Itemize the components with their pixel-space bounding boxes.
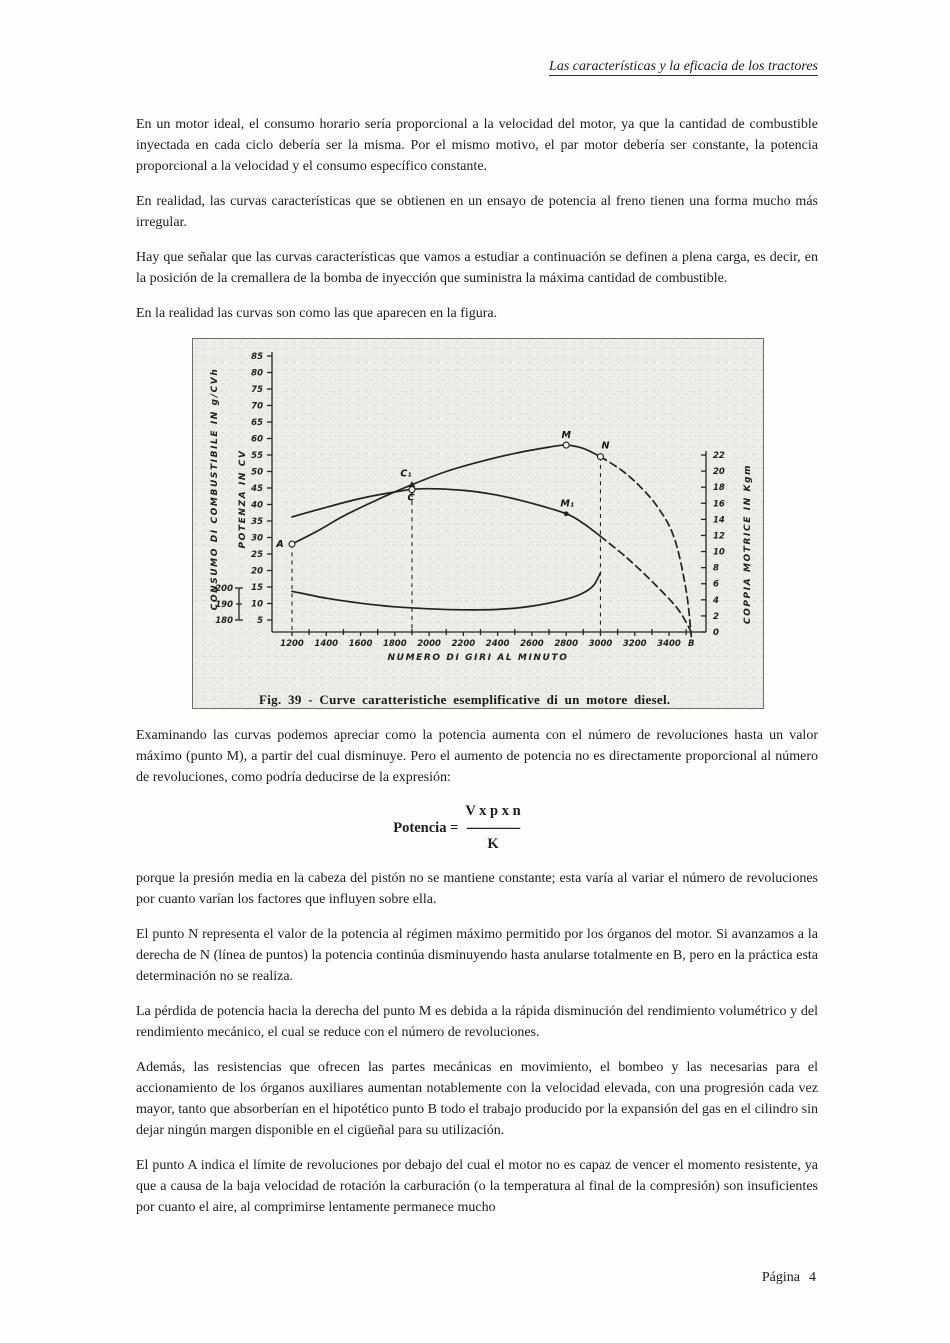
svg-text:85: 85 xyxy=(251,352,263,362)
svg-text:B: B xyxy=(688,639,695,649)
svg-text:3400: 3400 xyxy=(657,639,681,649)
point-label-M₁: M₁ xyxy=(560,498,574,510)
series-potenza xyxy=(292,445,601,544)
point-N xyxy=(597,454,603,460)
svg-text:2800: 2800 xyxy=(554,639,579,649)
svg-text:1800: 1800 xyxy=(382,639,407,649)
running-header-text: Las características y la eficacia de los tractores xyxy=(549,59,818,74)
fuel-axis-label: CONSUMO DI COMBUSTIBILE IN g/CVh xyxy=(210,367,220,611)
svg-text:75: 75 xyxy=(251,385,263,395)
svg-text:2200: 2200 xyxy=(451,639,476,649)
paragraph-point-n: El punto N representa el valor de la potencia al régimen máximo permitido por los órganos del motor. Si avanzamos a la derecha de N (línea de puntos) la potencia continúa disminuyendo hasta anularse totalmente en B, pero en la práctica esta determinación no se realiza. xyxy=(136,927,818,984)
point-A xyxy=(289,541,295,547)
paragraph-examining-curves: Examinando las curvas podemos apreciar como la potencia aumenta con el número de revoluciones hasta un valor máximo (punto M), a partir del cual disminuye. Pero el aumento de potencia no es directamente proporcional al número de revoluciones, como podría deducirse de la expresión: xyxy=(136,728,818,785)
point-label-N: N xyxy=(601,440,610,452)
svg-text:5: 5 xyxy=(257,616,263,626)
point-label-A: A xyxy=(276,539,284,551)
svg-text:35: 35 xyxy=(251,517,263,527)
figure-39 xyxy=(192,338,764,709)
svg-text:12: 12 xyxy=(713,531,725,542)
paragraph-power-loss: La pérdida de potencia hacia la derecha del punto M es debida a la rápida disminución del rendimiento volumétrico y del rendimiento mecánico, el cual se reduce con el número de revoluciones. xyxy=(136,1004,818,1040)
svg-text:3000: 3000 xyxy=(588,639,613,649)
svg-text:65: 65 xyxy=(251,418,263,428)
running-header xyxy=(136,0,818,75)
paragraph-figure-intro: En la realidad las curvas son como las que aparecen en la figura. xyxy=(136,306,498,321)
svg-text:190: 190 xyxy=(215,600,233,610)
point-M xyxy=(563,442,569,448)
svg-text:1600: 1600 xyxy=(348,639,373,649)
formula-numerator: V x p x n xyxy=(465,803,521,819)
svg-text:1200: 1200 xyxy=(280,639,304,649)
power-formula xyxy=(136,802,778,854)
svg-text:20: 20 xyxy=(713,467,725,478)
svg-text:10: 10 xyxy=(713,547,725,558)
page-number-label: Página xyxy=(761,1270,800,1285)
formula-denominator: K xyxy=(487,836,499,852)
power-axis-label: POTENZA IN CV xyxy=(238,449,248,549)
series-consumo-specifico xyxy=(292,573,601,610)
svg-text:45: 45 xyxy=(251,484,263,494)
figure-caption: Fig. 39 - Curve caratteristiche esemplificative di un motore diesel. xyxy=(259,692,671,707)
svg-text:60: 60 xyxy=(251,434,263,445)
formula-lhs: Potencia = xyxy=(393,819,459,836)
point-label-M: M xyxy=(561,430,571,442)
diesel-curves-chart xyxy=(193,339,763,683)
page-number-value: 4 xyxy=(809,1270,816,1285)
svg-text:14: 14 xyxy=(713,515,725,526)
svg-text:22: 22 xyxy=(713,451,725,462)
svg-text:2600: 2600 xyxy=(520,639,544,649)
svg-text:6: 6 xyxy=(713,579,719,590)
svg-text:4: 4 xyxy=(713,595,719,606)
svg-text:8: 8 xyxy=(713,563,719,574)
paragraph-resistances: Además, las resistencias que ofrecen las partes mecánicas en movimiento, el bombeo y las necesarias para el accionamiento de los órganos auxiliares aumentan notablemente con la velocidad elevada, con una progresión cada vez mayor, tanto que absorberían en el hipotético punto B todo el trabajo producido por la expansión del gas en el cilindro sin dejar ningún margen disponible en el cigüeñal para su utilización. xyxy=(136,1060,818,1138)
svg-text:1400: 1400 xyxy=(314,639,339,649)
formula-fraction xyxy=(465,802,520,854)
svg-text:200: 200 xyxy=(215,584,233,594)
svg-text:55: 55 xyxy=(251,451,263,461)
paragraph-point-a: El punto A indica el límite de revoluciones por debajo del cual el motor no es capaz de vencer el momento resistente, ya que a causa de la baja velocidad de rotación la carburación (o la temperatura al final de la compresión) son insuficientes por cuanto el aire, al comprimirse lentamente permanece mucho xyxy=(136,1158,818,1215)
paragraph-full-load: Hay que señalar que las curvas características que vamos a estudiar a continuación se definen a plena carga, es decir, en la posición de la cremallera de la bomba de inyección que suministra la máxima cantidad de combustible. xyxy=(136,250,818,286)
svg-text:18: 18 xyxy=(713,483,725,494)
page-number xyxy=(762,1270,816,1286)
svg-text:30: 30 xyxy=(251,533,263,544)
svg-text:16: 16 xyxy=(713,499,725,510)
point-M₁ xyxy=(564,511,569,516)
point-label-C₁: C₁ xyxy=(400,468,412,480)
paragraph-mean-pressure: porque la presión media en la cabeza del pistón no se mantiene constante; esta varía al variar el número de revoluciones por cuanto varían los factores que influyen sobre ella. xyxy=(136,871,818,907)
svg-text:80: 80 xyxy=(251,368,263,379)
formula-bar: -------------- xyxy=(466,820,520,836)
svg-text:2400: 2400 xyxy=(485,639,510,649)
svg-text:40: 40 xyxy=(251,500,263,511)
svg-text:70: 70 xyxy=(251,401,263,412)
series-coppia-motrice xyxy=(292,489,601,537)
paragraph-ideal-engine: En un motor ideal, el consumo horario sería proporcional a la velocidad del motor, ya que la cantidad de combustible inyectada en cada ciclo debería ser la misma. Por el mismo motivo, el par motor debería ser constante, la potencia proporcional a la velocidad y el consumo específico constante. xyxy=(136,117,818,174)
svg-text:180: 180 xyxy=(215,616,233,626)
svg-text:2000: 2000 xyxy=(417,639,441,649)
series-coppia-prolungata xyxy=(600,536,691,632)
svg-text:0: 0 xyxy=(713,628,719,638)
svg-text:25: 25 xyxy=(251,550,263,560)
point-label-C: C xyxy=(407,492,415,504)
x-axis-label: NUMERO DI GIRI AL MINUTO xyxy=(387,653,569,663)
svg-text:3200: 3200 xyxy=(622,639,647,649)
svg-text:10: 10 xyxy=(251,599,263,610)
svg-text:20: 20 xyxy=(251,566,263,577)
svg-text:15: 15 xyxy=(251,583,263,593)
svg-text:50: 50 xyxy=(251,467,263,478)
paragraph-real-curves: En realidad, las curvas características que se obtienen en un ensayo de potencia al freno tienen una forma mucho más irregular. xyxy=(136,194,818,230)
svg-text:2: 2 xyxy=(713,611,719,622)
torque-axis-label: COPPIA MOTRICE IN Kgm xyxy=(743,463,753,625)
